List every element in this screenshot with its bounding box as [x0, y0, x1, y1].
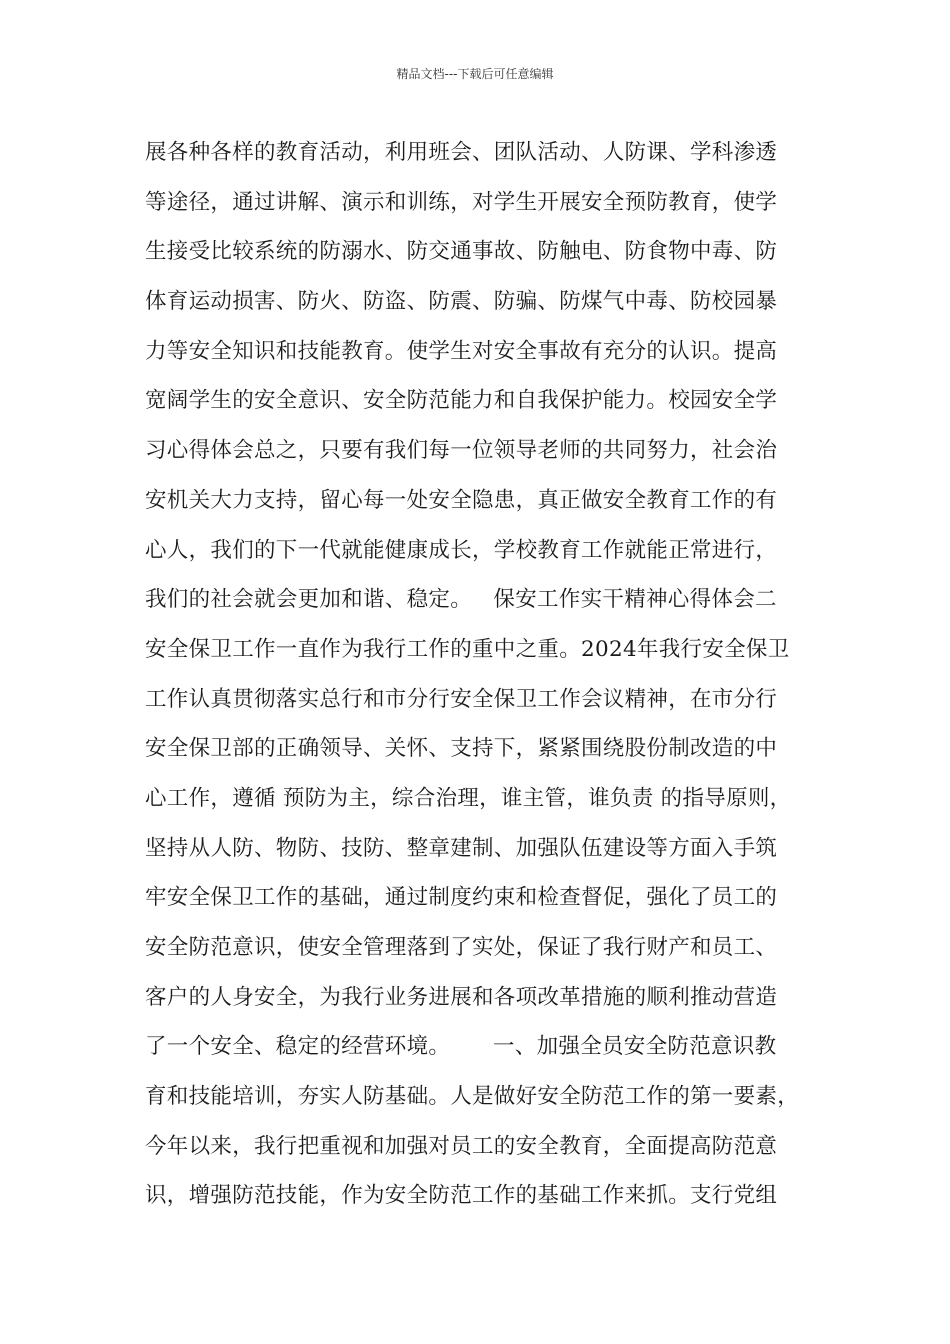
text-line: 心人，我们的下一代就能健康成长，学校教育工作就能正常进行，: [145, 537, 778, 563]
text-line: 育和技能培训，夯实人防基础。人是做好安全防范工作的第一要素，: [145, 1084, 800, 1110]
text-line: 客户的人身安全，为我行业务进展和各项改革措施的顺利推动营造: [145, 984, 778, 1010]
document-body: [145, 128, 825, 1221]
text-line: 安全保卫部的正确领导、关怀、支持下，紧紧围绕股份制改造的中: [145, 736, 778, 762]
text-line: 坚持从人防、物防、技防、整章建制、加强队伍建设等方面入手筑: [145, 835, 778, 861]
text-line: 安全保卫工作一直作为我行工作的重中之重。2024年我行安全保卫: [145, 636, 790, 662]
text-line: 工作认真贯彻落实总行和市分行安全保卫工作会议精神，在市分行: [145, 686, 778, 712]
text-line: 今年以来，我行把重视和加强对员工的安全教育，全面提高防范意: [145, 1133, 778, 1159]
text-line: 生接受比较系统的防溺水、防交通事故、防触电、防食物中毒、防: [145, 239, 778, 265]
text-line: 我们的社会就会更加和谐、稳定。 保安工作实干精神心得体会二: [145, 587, 777, 613]
text-line: 展各种各样的教育活动，利用班会、团队活动、人防课、学科渗透: [145, 140, 778, 165]
text-line: 了一个安全、稳定的经营环境。 一、加强全员安全防范意识教: [145, 1034, 777, 1060]
text-line: 习心得体会总之，只要有我们每一位领导老师的共同努力，社会治: [145, 438, 778, 464]
text-line: 体育运动损害、防火、防盗、防震、防骗、防煤气中毒、防校园暴: [145, 289, 778, 315]
text-line: 心工作，遵循 预防为主，综合治理，谁主管，谁负责 的指导原则，: [145, 785, 792, 811]
text-line: 牢安全保卫工作的基础，通过制度约束和检查督促，强化了员工的: [145, 885, 778, 911]
text-line: 安机关大力支持，留心每一处安全隐患，真正做安全教育工作的有: [145, 487, 778, 513]
text-line: 力等安全知识和技能教育。使学生对安全事故有充分的认识。提高: [145, 338, 778, 364]
text-line: 宽阔学生的安全意识、安全防范能力和自我保护能力。校园安全学: [145, 388, 778, 414]
text-line: 等途径，通过讲解、演示和训练，对学生开展安全预防教育，使学: [145, 189, 778, 215]
text-line: 安全防范意识，使安全管理落到了实处，保证了我行财产和员工、: [145, 935, 778, 960]
page-header: 精品文档---下载后可任意编辑: [396, 67, 554, 81]
text-line: 识，增强防范技能，作为安全防范工作的基础工作来抓。支行党组: [145, 1183, 778, 1209]
